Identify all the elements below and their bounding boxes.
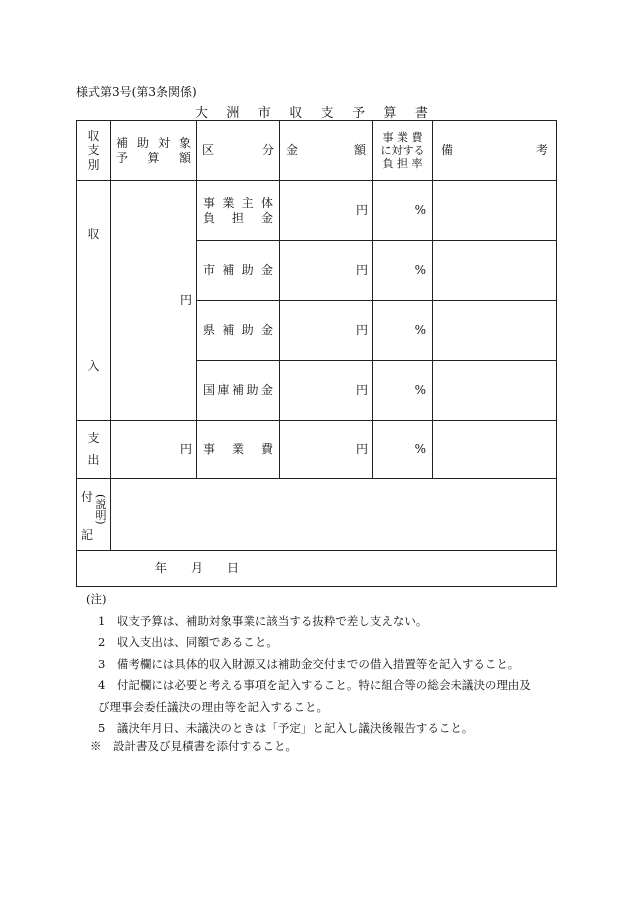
rate-cell[interactable] [373, 181, 433, 241]
document-title: 大 洲 市 収 支 予 算 書 [194, 106, 436, 121]
amount-cell[interactable] [280, 241, 373, 301]
rate-cell[interactable] [373, 421, 433, 479]
expense-row [77, 421, 557, 479]
expense-label-cell [77, 421, 111, 479]
note-item: 4 付記欄には必要と考える事項を記入すること。特に組合等の総会未議決の理由及 [98, 678, 531, 692]
header-subsidy-line1: 補助対象 [116, 136, 191, 151]
rate-cell[interactable] [373, 241, 433, 301]
header-remarks-a: 備 [441, 143, 454, 158]
expense-label-top: 支 [87, 431, 100, 445]
budget-table [76, 120, 557, 587]
division-prefecture-subsidy-label: 県補助金 [203, 323, 273, 338]
header-division-b: 分 [261, 143, 274, 158]
header-amount-b: 額 [353, 143, 366, 158]
amount-cell[interactable] [280, 421, 373, 479]
remarks-cell[interactable] [433, 361, 557, 421]
division-city-subsidy [197, 241, 280, 301]
notes-title: (注) [86, 592, 107, 606]
amount-unit: 円 [355, 383, 368, 398]
division-business-entity [197, 181, 280, 241]
supplementary-content[interactable] [111, 479, 557, 551]
rate-cell[interactable] [373, 361, 433, 421]
amount-unit: 円 [355, 323, 368, 338]
header-rate-line2: に対する [380, 143, 425, 157]
amount-cell[interactable] [280, 301, 373, 361]
amount-unit: 円 [355, 263, 368, 278]
date-label: 年 月 日 [155, 561, 240, 576]
supplementary-label-bottom: 記 [81, 527, 94, 542]
header-division [197, 121, 280, 181]
supplementary-label-cell [77, 479, 111, 551]
amount-cell[interactable] [280, 181, 373, 241]
supplementary-row [77, 479, 557, 551]
division-prefecture-subsidy [197, 301, 280, 361]
notes-section [86, 589, 566, 740]
supplementary-label-paren: (説明) [94, 493, 107, 525]
header-row [77, 121, 557, 181]
header-division-a: 区 [202, 143, 215, 158]
division-business-entity-line2: 負 担 金 [203, 210, 273, 225]
header-remarks-b: 考 [535, 143, 548, 158]
expense-label-bottom: 出 [87, 452, 100, 467]
income-label-bottom: 入 [87, 358, 100, 373]
header-burden-rate [373, 121, 433, 181]
header-category-line2: 支 [87, 143, 100, 158]
header-category [77, 121, 111, 181]
header-subsidy-target [111, 121, 197, 181]
header-category-line1: 収 [87, 128, 100, 143]
remarks-cell[interactable] [433, 241, 557, 301]
expense-budget-unit: 円 [179, 442, 192, 457]
income-row-1 [77, 181, 557, 241]
amount-cell[interactable] [280, 361, 373, 421]
header-rate-line3: 負 担 率 [382, 157, 423, 171]
header-rate-line1: 事 業 費 [382, 130, 423, 144]
division-national-subsidy [197, 361, 280, 421]
division-business-entity-line1: 事業主体 [203, 196, 273, 211]
header-category-line3: 別 [87, 157, 100, 172]
header-amount-a: 金 [286, 143, 299, 158]
division-business-cost-label: 事 業 費 [203, 442, 273, 457]
remarks-cell[interactable] [433, 301, 557, 361]
rate-unit: % [414, 383, 426, 398]
attachment-footnote: ※ 設計書及び見積書を添付すること。 [90, 739, 297, 753]
rate-unit: % [414, 203, 426, 218]
income-budget-cell [111, 181, 197, 421]
rate-unit: % [414, 442, 426, 457]
division-business-cost [197, 421, 280, 479]
income-budget-unit: 円 [179, 293, 192, 308]
rate-cell[interactable] [373, 301, 433, 361]
note-item: 2 収入支出は、同額であること。 [98, 635, 278, 649]
remarks-cell[interactable] [433, 421, 557, 479]
note-item: 1 収支予算は、補助対象事業に該当する抜粋で差し支えない。 [98, 613, 428, 628]
header-amount [280, 121, 373, 181]
date-cell[interactable] [77, 551, 557, 587]
supplementary-label-top: 付 [81, 489, 94, 504]
header-remarks [433, 121, 557, 181]
amount-unit: 円 [355, 203, 368, 218]
remarks-cell[interactable] [433, 181, 557, 241]
form-number: 様式第3号(第3条関係) [76, 85, 197, 99]
note-item-continuation: び理事会委任議決の理由等を記入すること。 [98, 699, 328, 714]
note-item: 3 備考欄には具体的収入財源又は補助金交付までの借入措置等を記入すること。 [98, 656, 520, 671]
rate-unit: % [414, 263, 426, 278]
expense-budget-cell[interactable] [111, 421, 197, 479]
note-item: 5 議決年月日、未議決のときは「予定」と記入し議決後報告すること。 [98, 721, 474, 735]
rate-unit: % [414, 323, 426, 338]
date-row [77, 551, 557, 587]
amount-unit: 円 [355, 442, 368, 457]
division-national-subsidy-label: 国庫補助金 [203, 383, 273, 398]
income-label-cell [77, 181, 111, 421]
income-label-top: 収 [87, 227, 100, 241]
header-subsidy-line2: 予 算 額 [116, 150, 191, 165]
division-city-subsidy-label: 市補助金 [203, 263, 273, 278]
